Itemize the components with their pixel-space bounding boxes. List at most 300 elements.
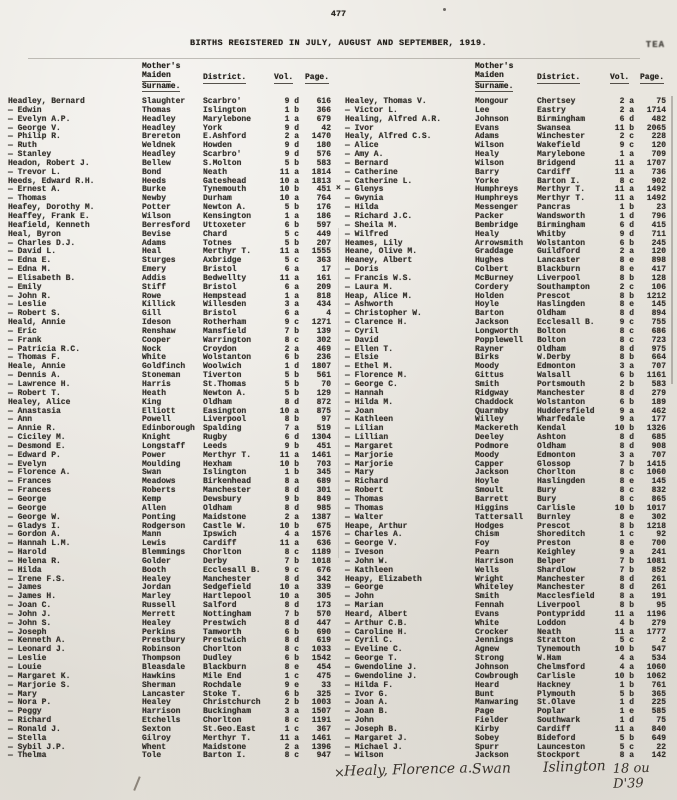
maiden-cell: Heal bbox=[142, 247, 162, 257]
name-cell: — Hilda bbox=[8, 565, 42, 575]
table-row bbox=[8, 212, 338, 221]
district-cell: Hartlepool bbox=[203, 592, 252, 602]
name-cell: — Leslie bbox=[8, 654, 47, 664]
page-cell: 1033 bbox=[311, 645, 331, 655]
table-row bbox=[345, 601, 675, 610]
name-cell: — Cyril bbox=[345, 326, 379, 336]
page-cell: 261 bbox=[651, 583, 666, 593]
vol-cell: 9 b bbox=[284, 441, 299, 451]
vol-cell: 9 e bbox=[284, 680, 299, 690]
vol-cell: 6 a bbox=[284, 265, 299, 275]
page-cell: 75 bbox=[656, 97, 666, 106]
maiden-cell: Bleasdale bbox=[142, 663, 186, 672]
name-cell: — Hannah bbox=[345, 388, 384, 398]
table-row bbox=[8, 292, 338, 301]
name-cell: — Doris bbox=[345, 265, 379, 275]
maiden-cell: Harrison bbox=[475, 556, 514, 566]
table-row bbox=[345, 433, 675, 442]
vol-cell: 2 c bbox=[619, 282, 634, 292]
name-cell: — Ruth bbox=[8, 141, 37, 151]
page-cell: 709 bbox=[651, 150, 666, 160]
maiden-cell: Evans bbox=[475, 609, 500, 619]
table-row bbox=[345, 283, 675, 292]
page-cell: 42 bbox=[321, 123, 331, 133]
page-cell: 75 bbox=[656, 716, 666, 726]
maiden-cell: Deeley bbox=[475, 433, 504, 443]
maiden-cell: Meadows bbox=[142, 477, 176, 487]
name-cell: — Thelma bbox=[8, 751, 47, 761]
maiden-cell: Hawkins bbox=[142, 671, 176, 681]
table-row bbox=[8, 124, 338, 133]
district-cell: Scarbro' bbox=[203, 97, 242, 106]
table-row bbox=[345, 106, 675, 115]
maiden-cell: Heard bbox=[475, 680, 500, 690]
vol-cell: 8 b bbox=[619, 601, 634, 611]
name-cell: — Stella bbox=[8, 733, 47, 743]
district-cell: Merthyr T. bbox=[537, 194, 586, 204]
vol-cell: 5 b bbox=[619, 733, 634, 743]
maiden-cell: Jordan bbox=[142, 583, 171, 593]
page-cell: 302 bbox=[651, 512, 666, 522]
page-cell: 129 bbox=[316, 388, 331, 398]
table-row bbox=[8, 566, 338, 575]
page-cell: 1161 bbox=[646, 371, 666, 381]
vol-cell: 5 b bbox=[284, 380, 299, 389]
maiden-cell: Humphreys bbox=[475, 185, 519, 195]
vol-cell: 10 b bbox=[279, 459, 299, 469]
maiden-cell: Birks bbox=[475, 353, 500, 363]
district-cell: Neath bbox=[203, 167, 228, 177]
page-cell: 975 bbox=[651, 344, 666, 354]
maiden-cell: Rowe bbox=[142, 291, 162, 301]
vol-cell: 10 b bbox=[279, 521, 299, 531]
page-cell: 723 bbox=[651, 335, 666, 345]
maiden-cell: Sturges bbox=[142, 256, 176, 266]
maiden-cell: Strong bbox=[475, 654, 504, 664]
maiden-cell: Adams bbox=[142, 238, 167, 248]
table-row bbox=[345, 460, 675, 469]
district-cell: St.Geo.East bbox=[203, 724, 256, 734]
page-cell: 1060 bbox=[646, 468, 666, 478]
maiden-cell: Packer bbox=[475, 211, 504, 221]
vol-cell: 1 c bbox=[284, 671, 299, 681]
table-row bbox=[345, 168, 675, 177]
maiden-cell: Hoyle bbox=[475, 300, 500, 310]
page-cell: 585 bbox=[651, 707, 666, 717]
name-cell: — Kathleen bbox=[345, 565, 394, 575]
page-cell: 865 bbox=[651, 494, 666, 504]
maiden-cell: Adams bbox=[475, 132, 500, 142]
name-cell: — John bbox=[345, 716, 374, 726]
district-cell: Merthyr T. bbox=[203, 733, 252, 743]
name-cell: — Trevor L. bbox=[8, 167, 61, 177]
name-cell: — Clarence H. bbox=[345, 318, 408, 328]
table-row bbox=[8, 601, 338, 610]
vol-cell: 5 b bbox=[284, 388, 299, 398]
district-cell: Axbridge bbox=[203, 256, 242, 266]
name-cell: Healey, Alice bbox=[8, 397, 71, 407]
table-row bbox=[345, 124, 675, 133]
table-row bbox=[345, 115, 675, 124]
table-row bbox=[8, 743, 338, 752]
maiden-cell: Quarmby bbox=[475, 406, 509, 416]
maiden-cell: Barrett bbox=[475, 494, 509, 504]
district-cell: Totnes bbox=[203, 238, 232, 248]
district-cell: Stratton bbox=[537, 636, 576, 646]
table-row bbox=[345, 407, 675, 416]
maiden-cell: Willey bbox=[475, 415, 504, 425]
maiden-cell: Wells bbox=[475, 565, 500, 575]
table-row bbox=[8, 265, 338, 274]
vol-cell: 11 a bbox=[279, 167, 299, 177]
left-maiden-surname-header bbox=[142, 62, 180, 92]
page-cell: 1189 bbox=[311, 548, 331, 558]
page-cell: 1218 bbox=[646, 521, 666, 531]
table-row bbox=[345, 345, 675, 354]
district-cell: Manchester bbox=[203, 486, 252, 496]
page-cell: 570 bbox=[316, 609, 331, 619]
table-row bbox=[345, 583, 675, 592]
name-cell: — Richard bbox=[8, 716, 52, 726]
district-cell: Oldham bbox=[537, 309, 566, 319]
district-cell: Ecclesall B. bbox=[203, 565, 261, 575]
table-row bbox=[345, 247, 675, 256]
district-cell: St.Thomas bbox=[203, 380, 247, 389]
name-cell: — Wilson bbox=[345, 751, 384, 761]
district-cell: Castle W. bbox=[203, 521, 247, 531]
table-row bbox=[8, 300, 338, 309]
page-cell: 1492 bbox=[646, 185, 666, 195]
table-row bbox=[8, 690, 338, 699]
vol-cell: 8 b bbox=[619, 521, 634, 531]
maiden-cell: Perkins bbox=[142, 627, 176, 637]
page-cell: 1017 bbox=[646, 503, 666, 513]
page-cell: 1542 bbox=[311, 654, 331, 664]
district-cell: Bristol bbox=[203, 265, 237, 275]
district-cell: Spalding bbox=[203, 424, 242, 434]
maiden-cell: Cordery bbox=[475, 282, 509, 292]
page-cell: 475 bbox=[316, 671, 331, 681]
vol-cell: 9 c bbox=[619, 141, 634, 151]
corner-stamp-mark: TEA bbox=[645, 40, 665, 50]
table-row bbox=[8, 194, 338, 203]
page-cell: 676 bbox=[316, 565, 331, 575]
page-cell: 675 bbox=[316, 521, 331, 531]
table-row bbox=[8, 230, 338, 239]
name-cell: — Walter bbox=[345, 512, 384, 522]
district-cell: Ashton bbox=[537, 433, 566, 443]
name-cell: Heeds, Edward R.H. bbox=[8, 176, 95, 186]
table-row bbox=[8, 318, 338, 327]
vol-cell: 11 a bbox=[614, 627, 634, 637]
name-cell: — Mary bbox=[8, 689, 37, 699]
table-row bbox=[8, 371, 338, 380]
district-cell: Oldham bbox=[537, 441, 566, 451]
maiden-cell: Nock bbox=[142, 344, 162, 354]
table-row bbox=[345, 362, 675, 371]
district-cell: Newton A. bbox=[203, 203, 247, 213]
table-row bbox=[8, 407, 338, 416]
maiden-cell: Marley bbox=[142, 592, 171, 602]
table-row bbox=[345, 292, 675, 301]
page-cell: 1396 bbox=[311, 742, 331, 752]
maiden-cell: White bbox=[142, 353, 167, 363]
table-row bbox=[8, 460, 338, 469]
vol-cell: 10 b bbox=[614, 645, 634, 655]
maiden-cell: Cowbrough bbox=[475, 671, 519, 681]
table-row bbox=[8, 132, 338, 141]
maiden-cell: Popplewell bbox=[475, 335, 524, 345]
page-cell: 345 bbox=[316, 468, 331, 478]
table-row bbox=[8, 610, 338, 619]
page-cell: 1062 bbox=[646, 671, 666, 681]
district-cell: Barton I. bbox=[537, 176, 581, 186]
district-cell: Durham bbox=[203, 194, 232, 204]
district-cell: Preston bbox=[537, 539, 571, 549]
page-cell: 616 bbox=[316, 97, 331, 106]
table-row bbox=[345, 97, 675, 106]
vol-cell: 8 e bbox=[619, 300, 634, 310]
header-label: District. bbox=[537, 73, 581, 82]
district-cell: Loddon bbox=[537, 618, 566, 628]
page-cell: 689 bbox=[316, 477, 331, 487]
table-row bbox=[345, 256, 675, 265]
name-cell: — Annie R. bbox=[8, 424, 57, 434]
maiden-cell: Moody bbox=[475, 450, 500, 460]
page-cell: 736 bbox=[651, 167, 666, 177]
table-row bbox=[8, 513, 338, 522]
vol-cell: 9 d bbox=[284, 123, 299, 133]
maiden-cell: Cooper bbox=[142, 335, 171, 345]
name-cell: — Evelyn A.P. bbox=[8, 114, 71, 124]
district-cell: W.Derby bbox=[537, 353, 571, 363]
vol-cell: 8 a bbox=[284, 477, 299, 487]
table-row bbox=[345, 132, 675, 141]
vol-cell: 8 e bbox=[284, 663, 299, 672]
vol-cell: 9 d bbox=[619, 229, 634, 239]
page-cell: 679 bbox=[316, 114, 331, 124]
vol-cell: 4 a bbox=[619, 654, 634, 664]
maiden-cell: Ponting bbox=[142, 512, 176, 522]
table-row bbox=[345, 575, 675, 584]
district-cell: Wandsworth bbox=[537, 211, 586, 221]
page-cell: 482 bbox=[651, 114, 666, 124]
page-cell: 180 bbox=[316, 141, 331, 151]
maiden-cell: Bevise bbox=[142, 229, 171, 239]
vol-cell: 7 b bbox=[619, 556, 634, 566]
vol-cell: 6 b bbox=[619, 238, 634, 248]
annotation-x-mark: × bbox=[336, 184, 341, 194]
maiden-cell: Newby bbox=[142, 194, 167, 204]
district-cell: Merthyr T. bbox=[203, 450, 252, 460]
vol-cell: 8 b bbox=[619, 273, 634, 283]
scan-fold-line-artifact bbox=[338, 228, 339, 558]
table-row bbox=[8, 239, 338, 248]
table-row bbox=[345, 203, 675, 212]
header-label: Page. bbox=[640, 73, 665, 82]
district-cell: Liverpool bbox=[203, 415, 247, 425]
name-cell: Headley, Bernard bbox=[8, 97, 85, 106]
page-cell: 225 bbox=[651, 698, 666, 708]
maiden-cell: Heeds bbox=[142, 176, 167, 186]
page-cell: 462 bbox=[651, 406, 666, 416]
table-row bbox=[345, 751, 675, 760]
name-cell: — Joan bbox=[345, 406, 374, 416]
page-cell: 191 bbox=[651, 592, 666, 602]
maiden-cell: Jackson bbox=[475, 751, 509, 761]
table-row bbox=[8, 221, 338, 230]
page-cell: 95 bbox=[656, 601, 666, 611]
table-row bbox=[345, 698, 675, 707]
header-line: Maiden bbox=[475, 71, 504, 80]
vol-cell: 6 d bbox=[619, 114, 634, 124]
table-row bbox=[345, 477, 675, 486]
name-cell: Heapy, Elizabeth bbox=[345, 574, 422, 584]
table-row bbox=[8, 548, 338, 557]
table-row bbox=[345, 566, 675, 575]
district-cell: Plymouth bbox=[537, 689, 576, 699]
name-cell: — John bbox=[345, 592, 374, 602]
district-cell: Christchurch bbox=[203, 698, 261, 708]
vol-cell: 10 b bbox=[614, 424, 634, 434]
name-cell: — Alice bbox=[345, 141, 379, 151]
vol-cell: 1 d bbox=[619, 211, 634, 221]
district-cell: Marylebone bbox=[537, 150, 586, 160]
vol-cell: 1 a bbox=[619, 150, 634, 160]
page-cell: 649 bbox=[651, 733, 666, 743]
district-cell: Leeds bbox=[203, 441, 228, 451]
table-row bbox=[345, 239, 675, 248]
vol-cell: 7 b bbox=[619, 565, 634, 575]
district-cell: Wolstanton bbox=[203, 353, 252, 363]
maiden-cell: Bembridge bbox=[475, 220, 519, 230]
district-cell: Wharfedale bbox=[537, 415, 586, 425]
page-cell: 1507 bbox=[311, 707, 331, 717]
maiden-cell: Healey bbox=[142, 574, 171, 584]
vol-cell: 7 a bbox=[284, 424, 299, 434]
district-cell: Oldham bbox=[203, 503, 232, 513]
maiden-cell: Barton bbox=[475, 309, 504, 319]
district-cell: Croydon bbox=[203, 344, 237, 354]
name-cell: — George bbox=[8, 494, 47, 504]
table-row bbox=[8, 203, 338, 212]
maiden-cell: Emery bbox=[142, 265, 167, 275]
district-cell: Haslingden bbox=[537, 300, 586, 310]
vol-cell: 6 b bbox=[284, 220, 299, 230]
district-cell: Chorlton bbox=[537, 468, 576, 478]
name-cell: — Desmond E. bbox=[8, 441, 66, 451]
name-cell: — Ashworth bbox=[345, 300, 394, 310]
maiden-cell: Fielder bbox=[475, 716, 509, 726]
district-cell: Shardlow bbox=[537, 565, 576, 575]
district-cell: Prescot bbox=[537, 521, 571, 531]
page-cell: 173 bbox=[316, 601, 331, 611]
vol-cell: 9 a bbox=[619, 415, 634, 425]
maiden-cell: Slaughter bbox=[142, 97, 186, 106]
vol-cell: 1 a bbox=[284, 291, 299, 301]
name-cell: — Eveline C. bbox=[345, 645, 403, 655]
name-cell: — Ronald J. bbox=[8, 724, 61, 734]
table-row bbox=[8, 97, 338, 106]
table-row bbox=[8, 185, 338, 194]
district-cell: Chelmsford bbox=[537, 663, 586, 672]
page-cell: 547 bbox=[651, 645, 666, 655]
maiden-cell: Hodges bbox=[475, 521, 504, 531]
table-row bbox=[8, 256, 338, 265]
name-cell: — Gwynia bbox=[345, 194, 384, 204]
vol-cell: 6 d bbox=[284, 433, 299, 443]
header-line: Mother's bbox=[475, 62, 514, 71]
maiden-cell: Yorke bbox=[475, 176, 500, 186]
page-cell: 415 bbox=[651, 220, 666, 230]
page-cell: 1415 bbox=[646, 459, 666, 469]
table-row bbox=[345, 654, 675, 663]
table-row bbox=[8, 442, 338, 451]
table-row bbox=[8, 451, 338, 460]
vol-cell: 8 d bbox=[284, 636, 299, 646]
header-line: Surname. bbox=[475, 81, 514, 91]
maiden-cell: Whiteley bbox=[475, 583, 514, 593]
page-cell: 619 bbox=[316, 636, 331, 646]
handwritten-reference: 18 ou D'39 bbox=[612, 760, 650, 792]
district-cell: Barton I. bbox=[203, 751, 247, 761]
page-cell: 690 bbox=[316, 627, 331, 637]
district-cell: Lancaster bbox=[537, 256, 581, 266]
page-cell: 145 bbox=[651, 477, 666, 487]
district-cell: Poplar bbox=[537, 707, 566, 717]
maiden-cell: Stiff bbox=[142, 282, 167, 292]
maiden-cell: Gilroy bbox=[142, 733, 171, 743]
table-row bbox=[8, 150, 338, 159]
vol-cell: 8 e bbox=[619, 477, 634, 487]
maiden-cell: Prestbury bbox=[142, 636, 186, 646]
district-cell: Bolton bbox=[537, 326, 566, 336]
table-row bbox=[8, 672, 338, 681]
maiden-cell: Longworth bbox=[475, 326, 519, 336]
table-row bbox=[8, 681, 338, 690]
name-cell: — Patricia R.C. bbox=[8, 344, 81, 354]
maiden-cell: Humphreys bbox=[475, 194, 519, 204]
vol-cell: 9 c bbox=[619, 318, 634, 328]
district-cell: Edmonton bbox=[537, 362, 576, 372]
maiden-cell: Heath bbox=[142, 388, 167, 398]
maiden-cell: Agnew bbox=[475, 645, 500, 655]
vol-cell: 1 c bbox=[619, 530, 634, 540]
table-row bbox=[8, 557, 338, 566]
right-page-header bbox=[640, 73, 664, 84]
maiden-cell: Ideson bbox=[142, 318, 171, 328]
page-cell: 947 bbox=[316, 751, 331, 761]
name-cell: — Edward P. bbox=[8, 450, 61, 460]
vol-cell: 8 a bbox=[619, 751, 634, 761]
name-cell: — John J. bbox=[8, 609, 52, 619]
page-cell: 818 bbox=[316, 291, 331, 301]
name-cell: — Marian bbox=[345, 601, 384, 611]
table-row bbox=[8, 628, 338, 637]
vol-cell: 8 d bbox=[284, 618, 299, 628]
table-row bbox=[345, 495, 675, 504]
district-cell: Bedwellty bbox=[203, 273, 247, 283]
vol-cell: 8 d bbox=[619, 388, 634, 398]
name-cell: — Gordon A. bbox=[8, 530, 61, 540]
page-cell: 33 bbox=[321, 680, 331, 690]
page-cell: 519 bbox=[316, 424, 331, 434]
vol-cell: 5 b bbox=[284, 203, 299, 213]
table-row bbox=[8, 353, 338, 362]
district-cell: Chard bbox=[203, 229, 228, 239]
vol-cell: 8 c bbox=[619, 335, 634, 345]
maiden-cell: Mongour bbox=[475, 97, 509, 106]
